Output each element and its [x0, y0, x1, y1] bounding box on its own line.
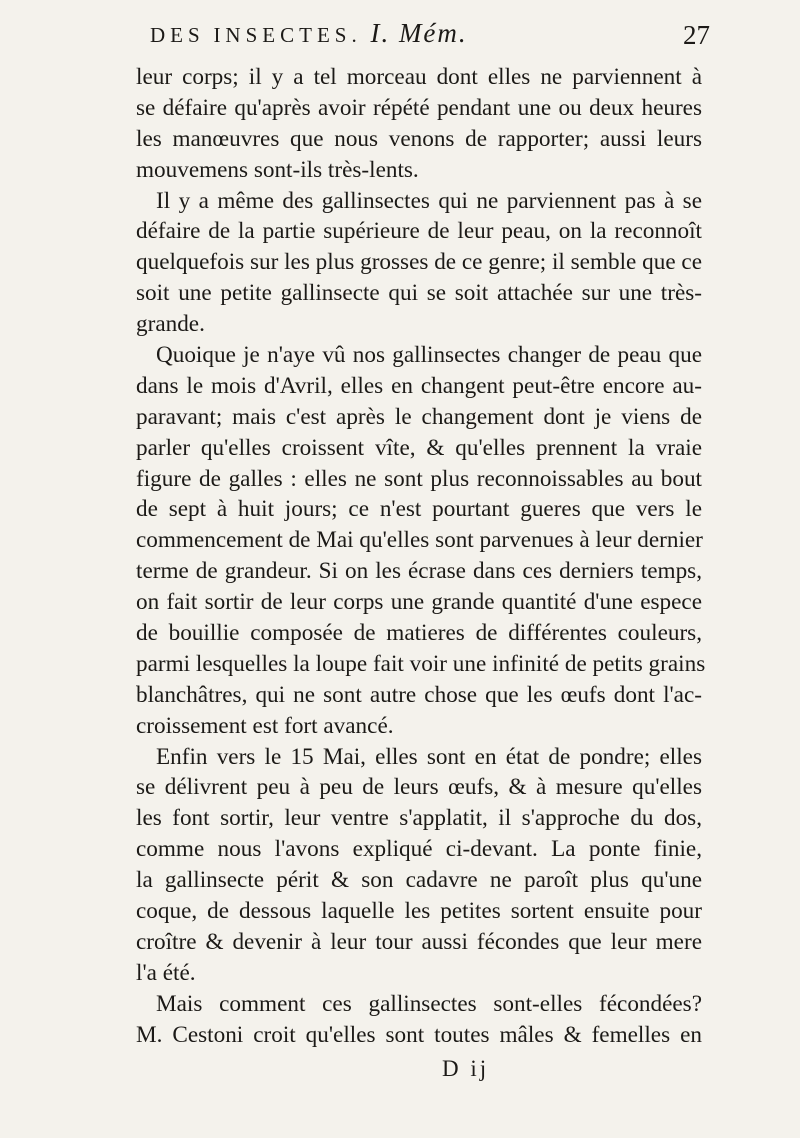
text-line: de bouillie composée de matieres de différentes couleurs, — [136, 620, 702, 647]
text-line: les font sortir, leur ventre s'applatit, il s'approche du dos, — [136, 805, 702, 832]
text-line: coque, de dessous laquelle les petites sortent ensuite pour — [136, 898, 702, 925]
text-line: croissement est fort avancé. — [136, 712, 394, 739]
running-title — [150, 18, 468, 49]
text-line: l'a été. — [136, 959, 196, 986]
text-line: terme de grandeur. Si on les écrase dans ces derniers temps, — [136, 558, 702, 585]
text-line: défaire de la partie supérieure de leur peau, on la reconnoît — [136, 218, 702, 245]
text-line: blanchâtres, qui ne sont autre chose que les œufs dont l'ac- — [136, 681, 702, 708]
text-line: commencement de Mai qu'elles sont parvenues à leur dernier — [136, 527, 703, 554]
paragraph-start-line: Enfin vers le 15 Mai, elles sont en état de pondre; elles — [156, 743, 702, 770]
body-text — [136, 62, 706, 1051]
page-header — [150, 18, 710, 58]
paragraph-start-line: Quoique je n'aye vû nos gallinsectes changer de peau que — [156, 342, 702, 369]
text-line: on fait sortir de leur corps une grande quantité d'une espece — [136, 589, 702, 616]
text-line: grande. — [136, 311, 205, 338]
text-line: les manœuvres que nous venons de rapporter; aussi leurs — [136, 125, 702, 152]
running-title-prefix: DES — [150, 23, 205, 47]
paragraph-start-line: Mais comment ces gallinsectes sont-elles fécondées? — [156, 990, 702, 1017]
signature-mark: D ij — [442, 1056, 490, 1081]
text-line: leur corps; il y a tel morceau dont elles ne parviennent à — [136, 64, 702, 90]
text-line: quelquefois sur les plus grosses de ce genre; il semble que ce — [136, 249, 702, 276]
text-line: dans le mois d'Avril, elles en changent peut-être encore au- — [136, 372, 702, 399]
text-line: soit une petite gallinsecte qui se soit attachée sur une très- — [136, 280, 702, 307]
text-line: comme nous l'avons expliqué ci-devant. La ponte finie, — [136, 836, 702, 863]
text-line: parmi lesquelles la loupe fait voir une infinité de petits grains — [136, 650, 706, 677]
text-line: se délivrent peu à peu de leurs œufs, & à mesure qu'elles — [136, 774, 702, 801]
paragraph-start-line: Il y a même des gallinsectes qui ne parviennent pas à se — [156, 187, 702, 214]
running-title-memoir: I. Mém. — [370, 18, 468, 48]
text-line: figure de galles : elles ne sont plus reconnoissables au bout — [136, 465, 702, 492]
text-line: la gallinsecte périt & son cadavre ne paroît plus qu'une — [136, 867, 702, 894]
text-line: parler qu'elles croissent vîte, & qu'elles prennent la vraie — [136, 434, 702, 461]
text-line: mouvemens sont-ils très-lents. — [136, 156, 419, 183]
page-number: 27 — [683, 20, 710, 50]
text-line: se défaire qu'après avoir répété pendant une ou deux heures — [136, 94, 702, 121]
text-line: M. Cestoni croit qu'elles sont toutes mâles & femelles en — [136, 1021, 702, 1048]
text-line: croître & devenir à leur tour aussi fécondes que leur mere — [136, 928, 702, 955]
text-line: de sept à huit jours; ce n'est pourtant gueres que vers le — [136, 496, 702, 523]
running-title-section: INSECTES. — [213, 23, 362, 47]
text-line: paravant; mais c'est après le changement dont je viens de — [136, 403, 702, 430]
